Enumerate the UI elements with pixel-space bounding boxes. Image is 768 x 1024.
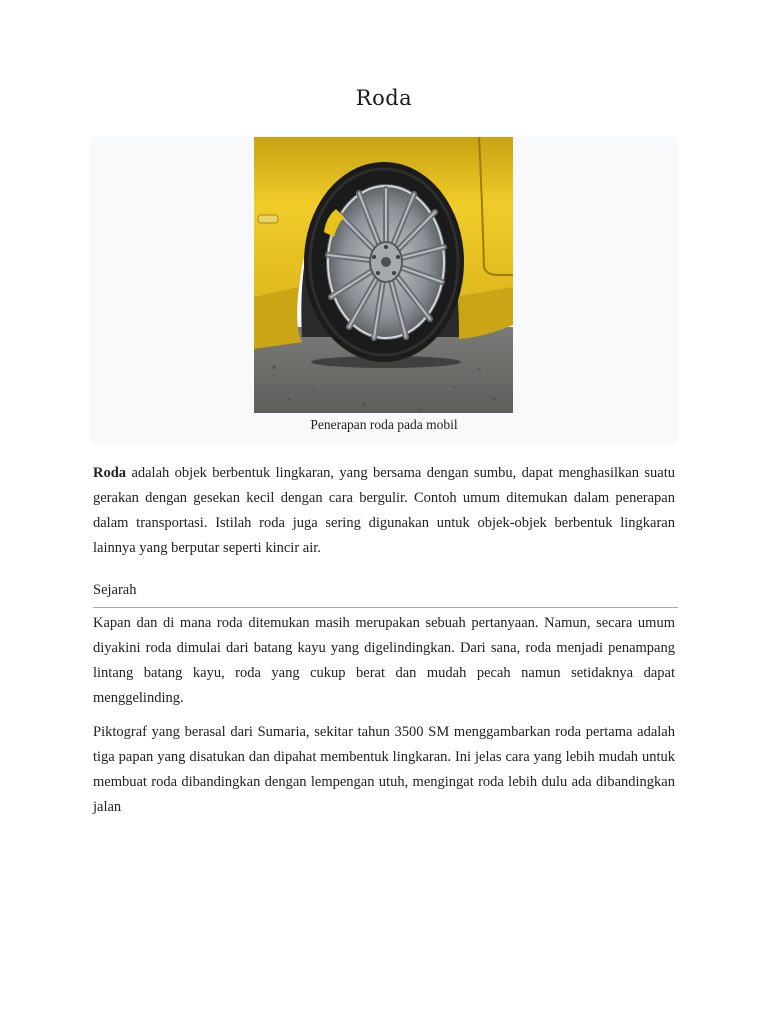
- intro-term: Roda: [93, 465, 127, 481]
- figure-caption: Penerapan roda pada mobil: [310, 417, 458, 432]
- intro-paragraph: [93, 461, 675, 561]
- page-title: Roda: [355, 86, 413, 110]
- intro-text: adalah objek berbentuk lingkaran, yang bersama dengan sumbu, dapat menghasilkan suatu gerakan dengan gesekan kecil dengan cara bergulir. Contoh umum ditemukan dalam penerapan dalam transportasi. Istilah roda juga sering digunakan untuk objek-objek berbentuk lingkaran lainnya yang berputar seperti kincir air.: [93, 465, 675, 556]
- car-wheel-image: [254, 137, 513, 413]
- section-heading-sejarah: Sejarah: [93, 582, 678, 608]
- figure: [90, 137, 678, 444]
- sejarah-paragraph-1: Kapan dan di mana roda ditemukan masih merupakan sebuah pertanyaan. Namun, secara umum diyakini roda dimulai dari batang kayu yang digelindingkan. Dari sana, roda menjadi penampang lintang batang kayu, roda yang cukup berat dan mudah pecah namun setidaknya dapat menggelinding.: [93, 615, 675, 706]
- sejarah-paragraph-2: Piktograf yang berasal dari Sumaria, sekitar tahun 3500 SM menggambarkan roda pertama adalah tiga papan yang disatukan dan dipahat membentuk lingkaran. Ini jelas cara yang lebih mudah untuk membuat roda dibandingkan dengan lempengan utuh, mengingat roda lebih dulu ada dibandingkan jalan: [93, 724, 675, 815]
